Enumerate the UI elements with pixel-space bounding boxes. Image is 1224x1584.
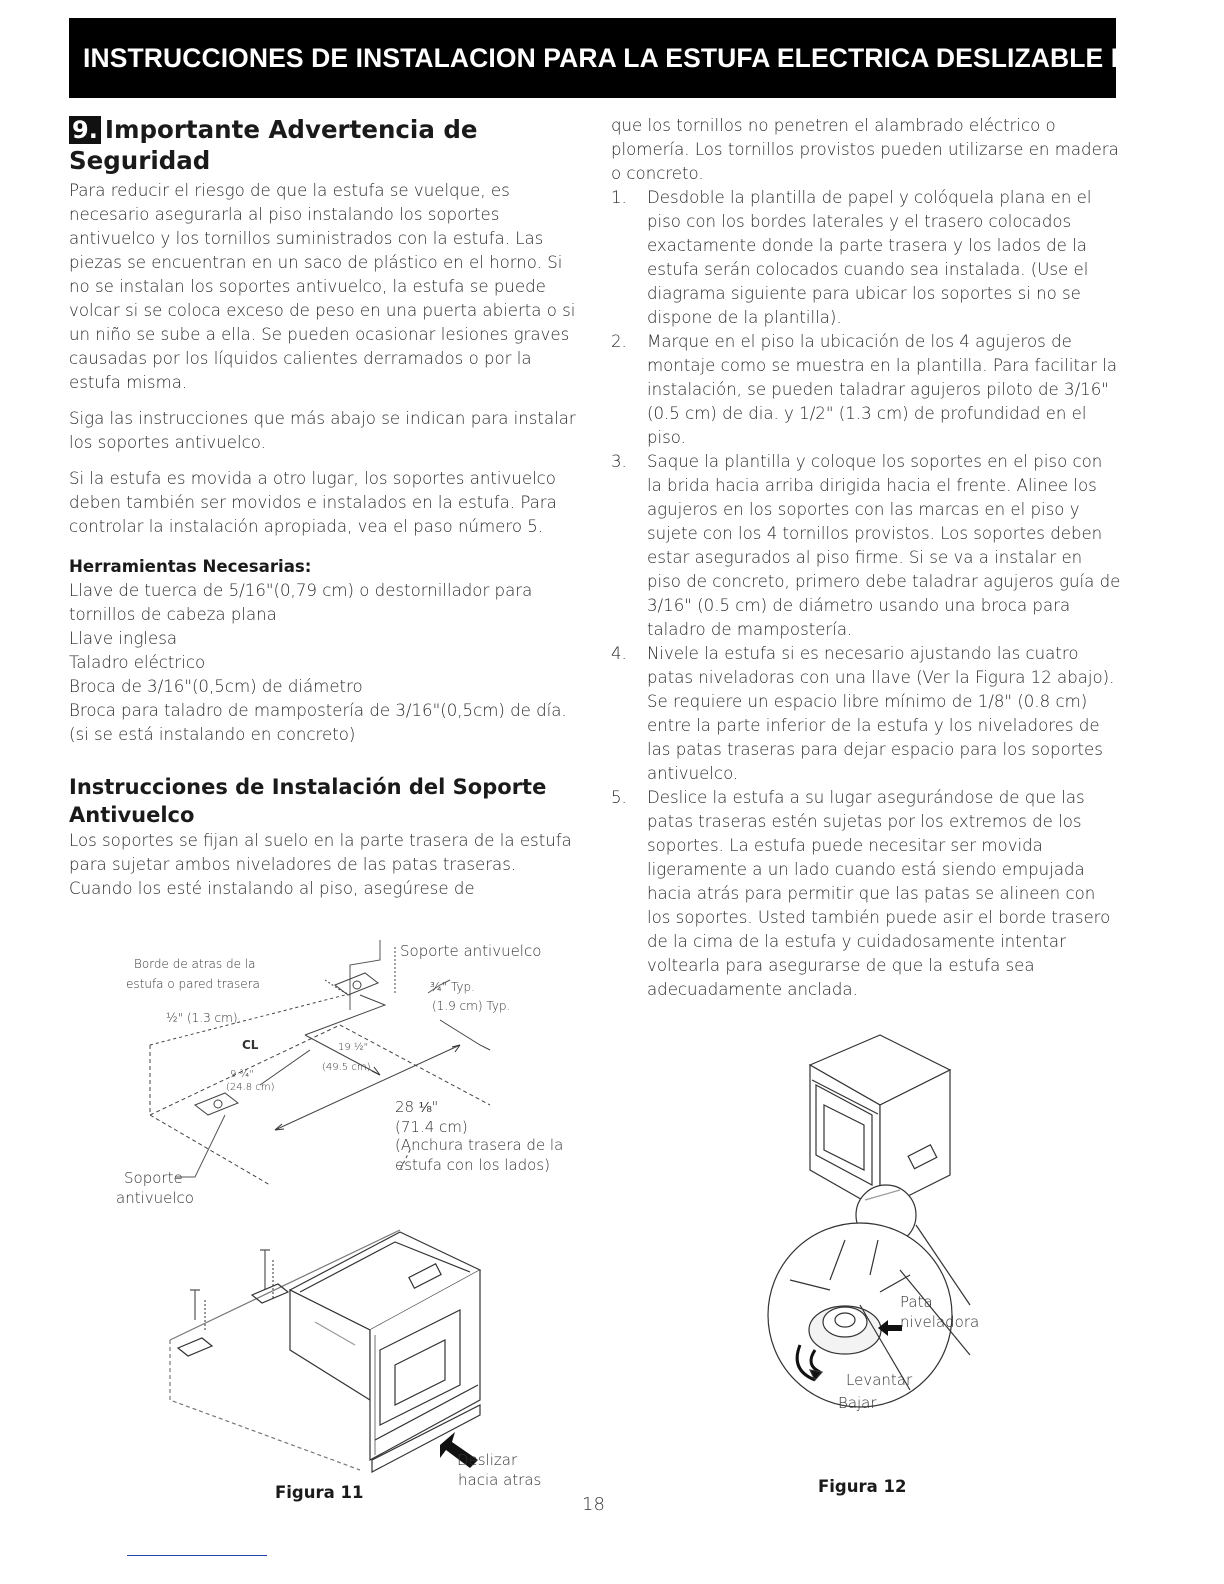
step-item: [611, 186, 1121, 330]
step-number: 4.: [611, 644, 627, 663]
label-deslizar-line2: hacia atras: [458, 1471, 542, 1489]
label-soporte-bottom-line1: Soporte: [124, 1169, 183, 1187]
step-item: [611, 642, 1121, 786]
label-714cm: (71.4 cm): [395, 1118, 468, 1136]
label-19cm-typ: (1.9 cm) Typ.: [432, 999, 511, 1013]
intro-paragraph: que los tornillos no penetren el alambrado eléctrico o plomería. Los tornillos provistos pueden utilizarse en madera o concreto.: [611, 116, 1119, 183]
steps-list: [611, 186, 1121, 1002]
step-text: Nivele la estufa si es necesario ajustando las cuatro patas niveladoras con una llave (Ver la Figura 12 abajo). Se requiere un espacio libre mínimo de 1/8" (0.8 cm) entre la parte inferior de la estufa y los niveladores de las patas traseras para dejar espacio para los soportes antivuelco.: [647, 644, 1115, 783]
step-text: Saque la plantilla y coloque los soportes en el piso con la brida hacia arriba dirigida hacia el frente. Alinee los agujeros en los soportes con las marcas en el piso y sujete con los 4 tornillos provistos. Los soportes deben estar asegurados al piso firme. Si se va a instalar en piso de concreto, primero debe taladrar agujeros guía de 3/16" (0.5 cm) de diámetro usando una broca para taladro de mampostería.: [647, 452, 1121, 639]
figure-11-caption: Figura 11: [275, 1483, 364, 1502]
label-levantar: Levantar: [846, 1371, 913, 1389]
tool-item: Llave de tuerca de 5/16"(0,79 cm) o destornillador para tornillos de cabeza plana: [69, 581, 533, 624]
label-bajar: Bajar: [838, 1394, 877, 1412]
tool-item: Broca para taladro de mampostería de 3/16"(0,5cm) de día. (si se está instalando en concreto): [69, 701, 567, 744]
step-item: [611, 450, 1121, 642]
section-title-line2: Seguridad: [69, 146, 211, 175]
section-title-line1: Importante Advertencia de: [104, 115, 478, 144]
label-half-inch: ½" (1.3 cm): [166, 1011, 238, 1025]
tools-list: [69, 579, 579, 747]
label-34-typ: ¾" Typ.: [430, 980, 475, 994]
label-248cm: (24.8 cm): [226, 1082, 275, 1093]
label-borde-line2: estufa o pared trasera: [126, 977, 260, 991]
label-borde-line1: Borde de atras de la: [134, 957, 256, 971]
tools-heading: Herramientas Necesarias:: [69, 557, 312, 576]
leveling-leg-drawing: [760, 1010, 1000, 1430]
step-item: [611, 330, 1121, 450]
label-deslizar-line1: Deslizar: [457, 1451, 518, 1469]
label-soporte-bottom-line2: antivuelco: [116, 1189, 194, 1207]
step-text: Deslice la estufa a su lugar asegurándose de que las patas traseras estén sujetas por los extremos de los soportes. La estufa puede necesitar ser movida ligeramente a un lado cuando está siendo empujada hacia atrás para permitir que las patas se alineen con los soportes. Usted también puede asir el borde trasero de la cima de la estufa y cuidadosamente intentar voltearla para asegurarse de que la estufa sea adecuadamente anclada.: [647, 788, 1111, 999]
leveling-leg-illustration: [760, 1010, 1000, 1430]
label-9-34: 9 ¾": [230, 1069, 254, 1080]
right-column: [611, 114, 1121, 1002]
tool-item: Llave inglesa: [69, 629, 178, 648]
label-28-18: 28 ⅛": [395, 1098, 439, 1116]
page-header-banner: [69, 18, 1198, 98]
range-slide-illustration: [160, 1210, 560, 1495]
section-number: 9.: [69, 116, 101, 144]
label-495cm: (49.5 cm): [322, 1062, 371, 1073]
step-number: 3.: [611, 452, 627, 471]
section-title: [69, 114, 579, 176]
step-number: 2.: [611, 332, 627, 351]
step-number: 5.: [611, 788, 627, 807]
install-heading: Instrucciones de Instalación del Soporte Antivuelco: [69, 775, 547, 827]
bracket-placement-diagram: [110, 935, 580, 1205]
label-anchura-line2: estufa con los lados): [395, 1156, 551, 1174]
warning-paragraph-2: Siga las instrucciones que más abajo se indican para instalar los soportes antivuelco.: [69, 409, 576, 452]
warning-paragraph-1: Para reducir el riesgo de que la estufa se vuelque, es necesario asegurarla al piso instalando los soportes antivuelco y los tornillos suministrados con la estufa. Las piezas se encuentran en un saco de plástico en el horno. Si no se instalan los soportes antivuelco, la estufa se puede volcar si se coloca exceso de peso en una puerta abierta o si un niño se sube a ella. Se pueden ocasionar lesiones graves causadas por los líquidos calientes derramados o por la estufa misma.: [69, 181, 576, 392]
warning-paragraph-3: Si la estufa es movida a otro lugar, los soportes antivuelco deben también ser movidos e instalados en la estufa. Para controlar la instalación apropiada, vea el paso número 5.: [69, 469, 557, 536]
figure-12-caption: Figura 12: [818, 1477, 907, 1496]
page-header-title: INSTRUCCIONES DE INSTALACION PARA LA ESTUFA ELECTRICA DESLIZABLE DE 30": [83, 42, 1198, 73]
tool-item: Taladro eléctrico: [69, 653, 206, 672]
step-number: 1.: [611, 188, 627, 207]
label-niveladora: niveladora: [900, 1313, 980, 1331]
left-column: [69, 114, 579, 901]
footer-rule: [127, 1555, 267, 1556]
label-anchura-line1: (Anchura trasera de la: [395, 1136, 564, 1154]
label-pata: Pata: [900, 1293, 933, 1311]
install-paragraph: Los soportes se fijan al suelo en la parte trasera de la estufa para sujetar ambos niveladores de las patas traseras. Cuando los esté instalando al piso, asegúrese de: [69, 831, 572, 898]
label-soporte-antivuelco-top: Soporte antivuelco: [400, 942, 542, 960]
step-item: [611, 786, 1121, 1002]
tool-item: Broca de 3/16"(0,5cm) de diámetro: [69, 677, 363, 696]
page-number: 18: [582, 1494, 605, 1515]
label-centerline: CL: [242, 1038, 259, 1052]
label-19-half: 19 ½": [338, 1042, 369, 1053]
step-text: Desdoble la plantilla de papel y colóquela plana en el piso con los bordes laterales y el trasero colocados exactamente donde la parte trasera y los lados de la estufa serán colocados cuando sea instalada. (Use el diagrama siguiente para ubicar los soportes si no se dispone de la plantilla).: [647, 188, 1092, 327]
step-text: Marque en el piso la ubicación de los 4 agujeros de montaje como se muestra en la plantilla. Para facilitar la instalación, se pueden taladrar agujeros piloto de 3/16" (0.5 cm) de dia. y 1/2" (1.3 cm) de profundidad en el piso.: [647, 332, 1118, 447]
